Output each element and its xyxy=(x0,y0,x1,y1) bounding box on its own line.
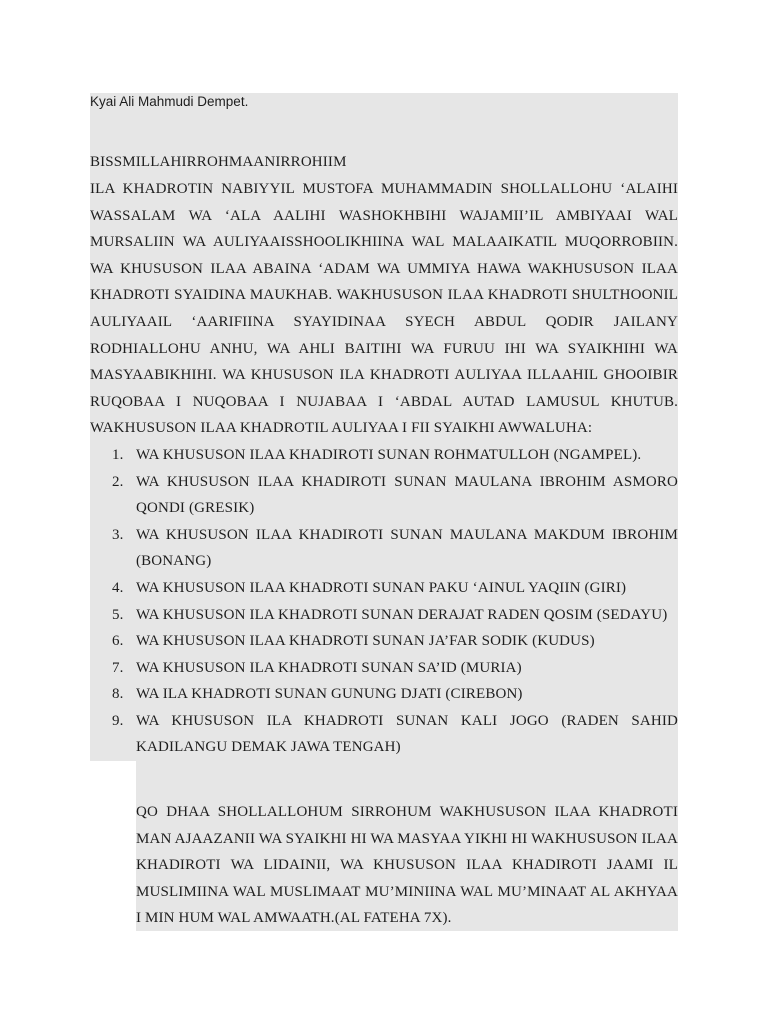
list-item xyxy=(90,469,678,522)
list-item xyxy=(90,681,678,708)
bismillah-heading: BISSMILLAHIRROHMAANIRROHIIM xyxy=(90,149,678,176)
list-number: 5. xyxy=(112,602,136,629)
blank-line xyxy=(136,761,678,799)
list-number: 6. xyxy=(112,628,136,655)
list-item-text: WA ILA KHADROTI SUNAN GUNUNG DJATI (CIREBON) xyxy=(136,681,678,708)
list-number: 7. xyxy=(112,655,136,682)
author-line: Kyai Ali Mahmudi Dempet. xyxy=(90,93,678,111)
blank-line xyxy=(90,111,678,149)
list-item xyxy=(90,522,678,575)
list-item-text: WA KHUSUSON ILAA KHADIROTI SUNAN MAULANA IBROHIM ASMORO QONDI (GRESIK) xyxy=(136,469,678,522)
list-item-text: WA KHUSUSON ILA KHADROTI SUNAN KALI JOGO (RADEN SAHID KADILANGU DEMAK JAWA TENGAH) xyxy=(136,708,678,761)
list-item-text: WA KHUSUSON ILA KHADROTI SUNAN SA’ID (MURIA) xyxy=(136,655,678,682)
intro-paragraph: ILA KHADROTIN NABIYYIL MUSTOFA MUHAMMADIN SHOLLALLOHU ‘ALAIHI WASSALAM WA ‘ALA AALIHI WASHOKHBIHI WAJAMII’IL AMBIYAAI WAL MURSALIIN WA AULIYAAISSHOOLIKHIINA WAL MALAAIKATIL MUQORROBIIN. WA KHUSUSON ILAA ABAINA ‘ADAM WA UMMIYA HAWA WAKHUSUSON ILAA KHADROTI SYAIDINA MAUKHAB. WAKHUSUSON ILAA KHADROTI SHULTHOONIL AULIYAAIL ‘AARIFIINA SYAYIDINAA SYECH ABDUL QODIR JAILANY RODHIALLOHU ANHU, WA AHLI BAITIHI WA FURUU IHI WA SYAIKHIHI WA MASYAABIKHIHI. WA KHUSUSON ILA KHADROTI AULIYAA ILLAAHIL GHOOIBIR RUQOBAA I NUQOBAA I NUJABAA I ‘ABDAL AUTAD LAMUSUL KHUTUB. WAKHUSUSON ILAA KHADROTIL AULIYAA I FII SYAIKHI AWWALUHA: xyxy=(90,176,678,442)
list-number: 4. xyxy=(112,575,136,602)
list-number: 8. xyxy=(112,681,136,708)
list-item-text: WA KHUSUSON ILAA KHADROTI SUNAN PAKU ‘AINUL YAQIIN (GIRI) xyxy=(136,575,678,602)
list-item xyxy=(90,708,678,761)
list-number: 2. xyxy=(112,469,136,522)
document-page xyxy=(90,93,678,931)
list-number: 9. xyxy=(112,708,136,761)
list-item xyxy=(90,602,678,629)
list-number: 1. xyxy=(112,442,136,469)
list-item xyxy=(90,655,678,682)
prayer-body xyxy=(90,149,678,931)
list-item-text: WA KHUSUSON ILA KHADROTI SUNAN DERAJAT RADEN QOSIM (SEDAYU) xyxy=(136,602,678,629)
list-item xyxy=(90,628,678,655)
list-item-text: WA KHUSUSON ILAA KHADROTI SUNAN JA’FAR SODIK (KUDUS) xyxy=(136,628,678,655)
list-item-text: WA KHUSUSON ILAA KHADIROTI SUNAN ROHMATULLOH (NGAMPEL). xyxy=(136,442,678,469)
list-item xyxy=(90,575,678,602)
list-item xyxy=(90,442,678,469)
list-number: 3. xyxy=(112,522,136,575)
saints-list xyxy=(90,442,678,761)
closing-paragraph: QO DHAA SHOLLALLOHUM SIRROHUM WAKHUSUSON ILAA KHADROTI MAN AJAAZANII WA SYAIKHI HI WA MASYAA YIKHI HI WAKHUSUSON ILAA KHADIROTI WA LIDAINII, WA KHUSUSON ILAA KHADIROTI JAAMI IL MUSLIMIINA WAL MUSLIMAAT MU’MINIINA WAL MU’MINAAT AL AKHYAA I MIN HUM WAL AMWAATH.(AL FATEHA 7X). xyxy=(136,799,678,931)
list-item-text: WA KHUSUSON ILAA KHADIROTI SUNAN MAULANA MAKDUM IBROHIM (BONANG) xyxy=(136,522,678,575)
